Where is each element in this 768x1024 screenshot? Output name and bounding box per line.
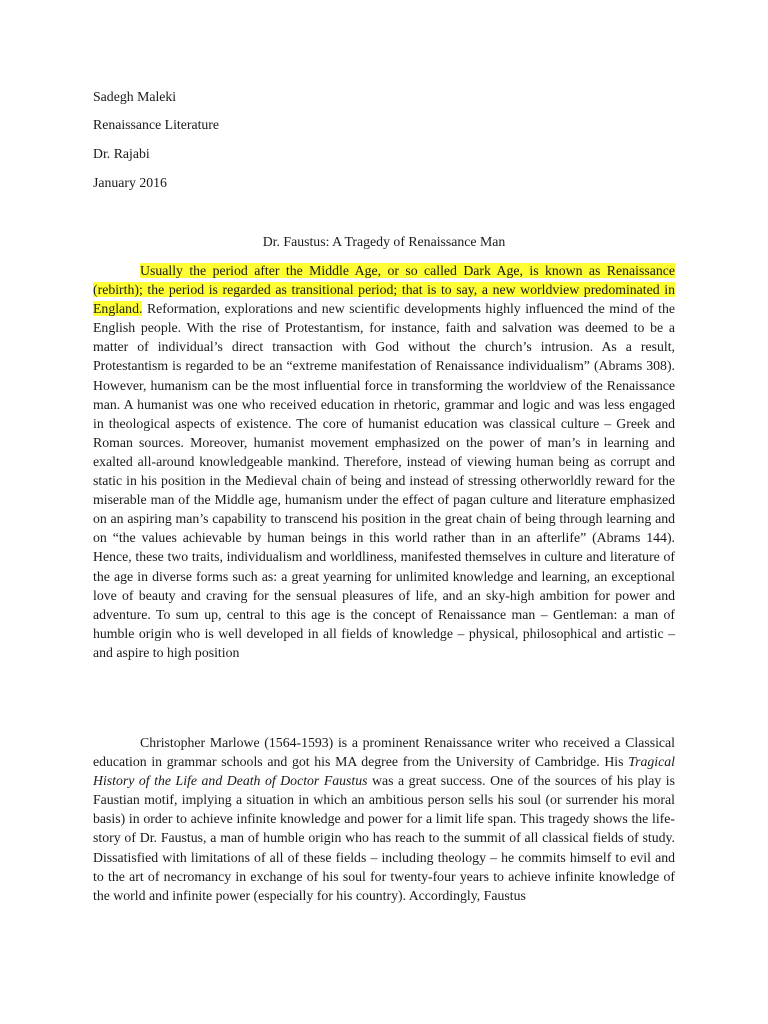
paragraph-2: [93, 733, 675, 905]
paragraph-1: [93, 261, 675, 662]
course-name: Renaissance Literature: [93, 117, 220, 132]
paragraph-2-intro: Christopher Marlowe (1564-1593) is a prominent Renaissance writer who received a Classical education in grammar schools and got his MA degree from the University of Cambridge. His: [93, 735, 675, 770]
highlighted-text: Usually the period after the Middle Age, or so called Dark Age, is known as Renaissance (rebirth); the period is regarded as transitional period; that is to say, a new worldview predominated in England.: [93, 263, 675, 317]
paragraph-2-body: was a great success. One of the sources of his play is Faustian motif, implying a situation in which an ambitious person sells his soul (or surrender his moral basis) in order to achieve infinite knowledge and power for a limit life span. This tragedy shows the life-story of Dr. Faustus, a man of humble origin who has reach to the summit of all classical fields of study. Dissatisfied with limitations of all of these fields – including theology – he commits himself to evil and to the art of necromancy in exchange of his soul for twenty-four years to achieve infinite knowledge of the world and infinite power (especially for his country). Accordingly, Faustus: [93, 773, 675, 903]
essay-title: Dr. Faustus: A Tragedy of Renaissance Man: [262, 234, 506, 249]
date: January 2016: [93, 175, 167, 190]
play-title: Tragical History of the Life and Death of Doctor Faustus: [93, 754, 675, 789]
instructor-name: Dr. Rajabi: [93, 146, 150, 161]
author-name: Sadegh Maleki: [93, 89, 177, 104]
paragraph-1-body: Reformation, explorations and new scientific developments highly influenced the mind of the English people. With the rise of Protestantism, for instance, faith and salvation was deemed to be a matter of individual’s direct transaction with God without the church’s intrusion. As a result, Protestantism is regarded to be an “extreme manifestation of Renaissance individualism” (Abrams 308). However, humanism can be the most influential force in transforming the worldview of the Renaissance man. A humanist was one who received education in rhetoric, grammar and logic and was less engaged in theological aspects of existence. The core of humanist education was classical culture – Greek and Roman sources. Moreover, humanist movement emphasized on the power of man’s in learning and exalted all-around knowledgeable mankind. Therefore, instead of viewing human being as corrupt and static in his position in the Medieval chain of being and instead of stressing otherworldly reward for the miserable man of the Middle age, humanism under the effect of pagan culture and literature emphasized on an aspiring man’s capability to transcend his position in the great chain of being through learning and on “the values achievable by human beings in this world rather than in an afterlife” (Abrams 144). Hence, these two traits, individualism and worldliness, manifested themselves in culture and literature of the age in diverse forms such as: a great yearning for unlimited knowledge and learning, an exceptional love of beauty and craving for the sensual pleasures of life, and an sky-high ambition for power and adventure. To sum up, central to this age is the concept of Renaissance man – Gentleman: a man of humble origin who is well developed in all fields of knowledge – physical, philosophical and artistic – and aspire to high position: [93, 301, 675, 660]
